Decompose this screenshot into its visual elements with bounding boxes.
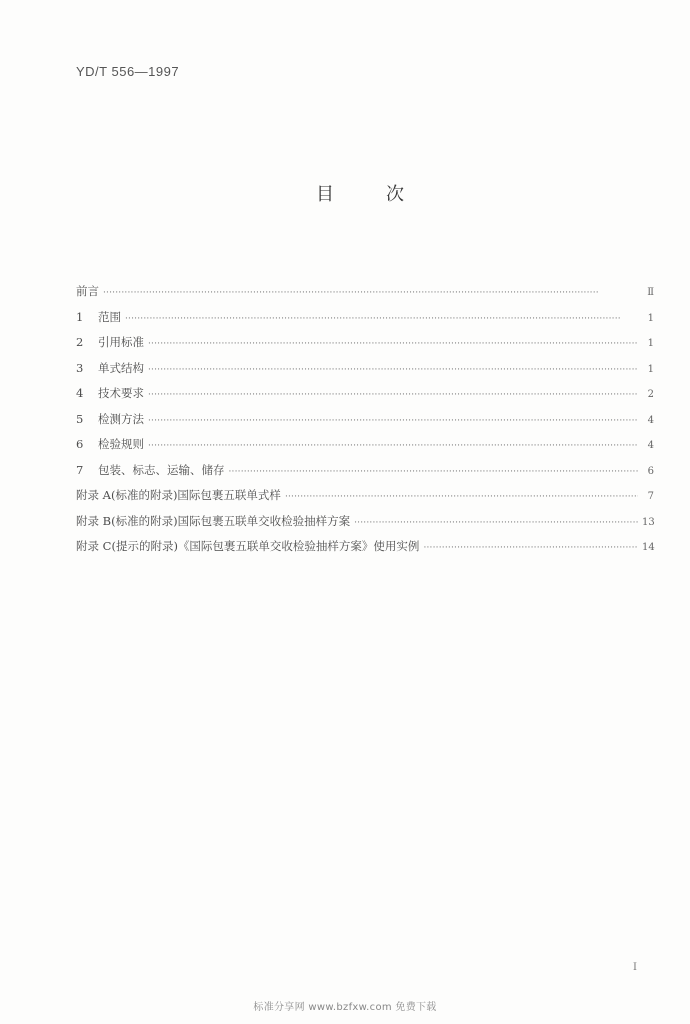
toc-entry-appendix-a[interactable] (76, 487, 654, 513)
toc-entry-page: 2 (647, 389, 654, 400)
toc-entry-page: 4 (647, 440, 654, 451)
toc-entry-page: 7 (647, 491, 654, 502)
toc-dot-leader (423, 543, 638, 553)
toc-entry-appendix-c[interactable] (76, 538, 654, 564)
table-of-contents (76, 283, 654, 564)
toc-entry-number: 1 (76, 309, 84, 324)
toc-entry-page: 1 (647, 363, 654, 375)
toc-entry-label: 范围 (98, 309, 121, 324)
toc-entry-number: 4 (76, 386, 84, 400)
toc-entry-page: 13 (642, 516, 655, 528)
toc-dot-leader (148, 339, 638, 349)
toc-title (316, 180, 404, 206)
toc-entry-number: 2 (76, 335, 84, 349)
toc-entry-number: 3 (76, 360, 84, 375)
toc-dot-leader (285, 492, 638, 502)
toc-entry-appendix-b[interactable] (76, 513, 654, 539)
toc-title-char-2: 次 (386, 184, 404, 205)
toc-dot-leader (125, 314, 638, 324)
toc-dot-leader (103, 288, 638, 298)
toc-entry-page: 4 (647, 414, 654, 426)
toc-entry-3[interactable] (76, 360, 654, 386)
toc-entry-label: 引用标准 (98, 335, 144, 349)
toc-entry-label: 单式结构 (98, 360, 144, 375)
toc-entry-2[interactable] (76, 334, 654, 360)
toc-entry-label: 检测方法 (98, 411, 144, 426)
toc-entry-label: 附录 A(标准的附录)国际包裹五联单式样 (76, 488, 281, 502)
toc-dot-leader (148, 365, 638, 375)
toc-entry-page: 1 (647, 338, 654, 349)
toc-entry-1[interactable] (76, 309, 654, 335)
toc-entry-label: 附录 C(提示的附录)《国际包裹五联单交收检验抽样方案》使用实例 (76, 539, 420, 553)
toc-dot-leader (148, 390, 638, 400)
toc-entry-6[interactable] (76, 436, 654, 462)
toc-entry-5[interactable] (76, 411, 654, 437)
page-number: I (633, 962, 637, 973)
toc-entry-number: 6 (76, 437, 84, 451)
document-code: YD/T 556—1997 (76, 64, 180, 79)
toc-dot-leader (148, 441, 638, 451)
toc-entry-label: 技术要求 (98, 386, 144, 400)
toc-entry-7[interactable] (76, 462, 654, 488)
toc-dot-leader (354, 518, 638, 528)
toc-entry-4[interactable] (76, 385, 654, 411)
toc-entry-label: 前言 (76, 284, 99, 298)
toc-entry-page: 1 (647, 312, 654, 324)
watermark-text: 标准分享网 www.bzfxw.com 免费下载 (253, 1002, 437, 1013)
toc-entry-page: 6 (647, 465, 654, 477)
toc-entry-foreword[interactable] (76, 283, 654, 309)
toc-entry-page: Ⅱ (647, 287, 654, 298)
toc-entry-label: 检验规则 (98, 437, 144, 451)
toc-title-char-1: 目 (316, 184, 334, 205)
toc-entry-number: 5 (76, 411, 84, 426)
toc-entry-number: 7 (76, 462, 84, 477)
toc-dot-leader (148, 416, 638, 426)
toc-entry-label: 包装、标志、运输、储存 (98, 462, 225, 477)
toc-entry-page: 14 (642, 542, 655, 553)
toc-entry-label: 附录 B(标准的附录)国际包裹五联单交收检验抽样方案 (76, 513, 351, 528)
toc-dot-leader (229, 467, 639, 477)
